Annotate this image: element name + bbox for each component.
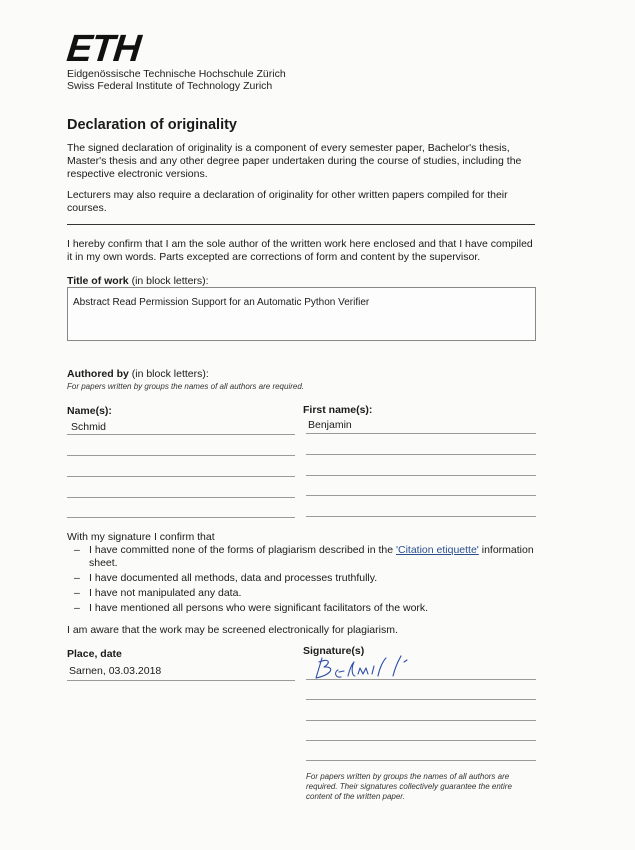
citation-etiquette-link[interactable]: 'Citation etiquette' [396,544,479,556]
list-item-text: I have committed none of the forms of plagiarism described in the [89,544,396,556]
title-of-work-label [67,275,209,287]
signature-intro: With my signature I confirm that [67,531,215,543]
first-name-line[interactable] [306,454,536,455]
dash-bullet-icon: – [74,587,80,599]
first-names-column-label: First name(s): [303,404,373,416]
list-item-text: I have not manipulated any data. [89,587,242,599]
signature-line[interactable] [306,760,536,761]
confirmation-list [67,544,537,615]
first-name-line[interactable] [306,516,536,517]
page-title: Declaration of originality [67,117,237,133]
signature-note: For papers written by groups the names of all authors are required. Their signatures collectively guarantee the entire content of the written paper. [306,772,512,801]
list-item [67,544,537,570]
signature-line[interactable] [306,720,536,721]
title-of-work-label-bold: Title of work [67,275,129,287]
dash-bullet-icon: – [74,544,80,556]
list-item [67,572,537,585]
authored-by-label [67,368,209,380]
signature-line[interactable] [306,679,536,680]
authored-by-label-rest: (in block letters): [128,368,209,380]
name-line[interactable] [67,455,295,456]
first-name-line[interactable] [306,475,536,476]
intro-paragraph-2: Lecturers may also require a declaration of originality for other written papers compiled for their courses. [67,189,508,214]
title-of-work-field[interactable] [67,287,536,341]
authored-by-note: For papers written by groups the names of all authors are required. [67,382,305,391]
first-name-value: Benjamin [308,419,352,431]
title-of-work-value: Abstract Read Permission Support for an Automatic Python Verifier [73,297,370,308]
name-line[interactable] [67,476,295,477]
name-line[interactable] [67,434,295,435]
list-item-text: I have mentioned all persons who were significant facilitators of the work. [89,602,429,614]
dash-bullet-icon: – [74,602,80,614]
institution-name-en: Swiss Federal Institute of Technology Zurich [67,80,273,92]
signature-line[interactable] [306,699,536,700]
place-date-label: Place, date [67,648,122,660]
authored-by-label-bold: Authored by [67,368,129,380]
list-item [67,602,537,615]
first-name-line[interactable] [306,495,536,496]
signature-label: Signature(s) [303,645,365,657]
name-line[interactable] [67,517,295,518]
section-divider [67,224,535,225]
name-value: Schmid [71,421,107,433]
list-item-text: I have documented all methods, data and processes truthfully. [89,572,378,584]
confirmation-text: I hereby confirm that I am the sole author of the written work here enclosed and that I have compiled it in my own words. Parts excepted are corrections of form and content by the supervisor. [67,238,533,263]
dash-bullet-icon: – [74,572,80,584]
signature-line[interactable] [306,740,536,741]
place-date-value: Sarnen, 03.03.2018 [69,665,162,677]
intro-paragraph-1: The signed declaration of originality is a component of every semester paper, Bachelor's thesis, Master's thesis and any other degree paper undertaken during the course of studies, including the respective electronic versions. [67,142,522,180]
list-item [67,587,537,600]
first-name-line[interactable] [306,433,536,434]
names-column-label: Name(s): [67,405,112,417]
eth-logo: ETH [64,28,143,70]
screening-notice: I am aware that the work may be screened electronically for plagiarism. [67,624,398,636]
institution-name-de: Eidgenössische Technische Hochschule Zürich [67,68,286,80]
place-date-line[interactable] [67,680,295,681]
list-item-text: information sheet. [89,544,534,569]
name-line[interactable] [67,497,295,498]
title-of-work-label-rest: (in block letters): [128,275,209,287]
handwritten-signature [308,650,438,682]
